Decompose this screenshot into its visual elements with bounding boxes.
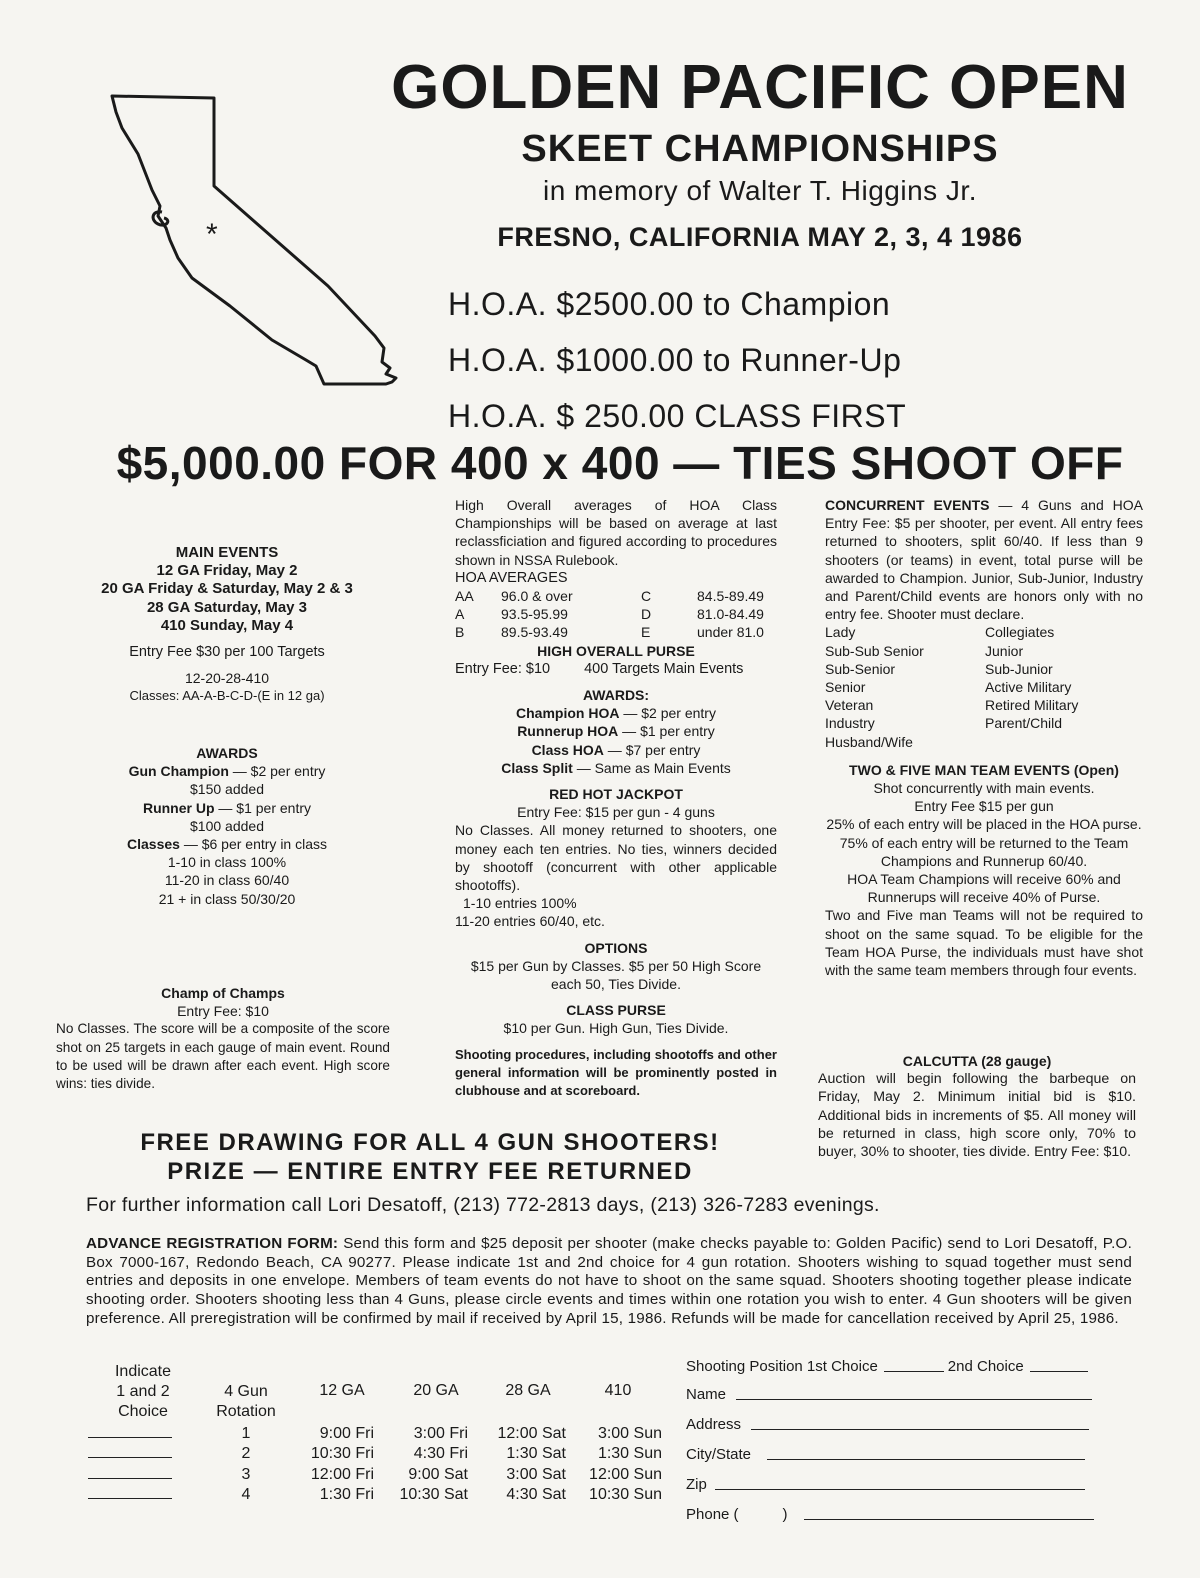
event-20ga: 20 GA Friday & Saturday, May 2 & 3 <box>101 580 353 598</box>
procedures-note: Shooting procedures, including shootoffs and other general information will be prominently posted in clubhouse and at scoreboard. <box>455 1046 777 1099</box>
avg-range: 81.0-84.49 <box>697 606 764 623</box>
team-line-2: Entry Fee $15 per gun <box>914 798 1054 815</box>
middle-column <box>455 496 777 1100</box>
options-heading: OPTIONS <box>584 939 648 956</box>
award-value: — Same as Main Events <box>572 759 731 776</box>
champ-heading: Champ of Champs <box>161 985 285 1001</box>
champ-of-champs-section <box>56 984 390 1093</box>
registration-body: Send this form and $25 deposit per shooter (make checks payable to: Golden Pacific) send to Lori Desatoff, P.O. Box 7000-167, Redondo Beach, CA 90277. Please indicate 1st and 2nd choice for 4 gun rotation. Shooters wishing to squad together must send entries and deposits in one envelope. Members of team events do not have to shoot on the same squad. Shooters shooting together please indicate shooting order. Shooters shooting less than 4 Guns, please circle events and times within one rotation you wish to enter. 4 Gun shooters will be given preference. All preregistration will be confirmed by mail if received by April 15, 1986. Refunds will be made for cancellation received by April 25, 1986. <box>86 1235 1132 1327</box>
category: Lady <box>825 624 856 641</box>
avg-class: E <box>641 624 651 641</box>
category: Sub-Sub Senior <box>825 642 924 659</box>
table-row <box>88 1422 662 1443</box>
time-cell: 9:00 Fri <box>319 1424 374 1442</box>
california-map-icon <box>100 88 400 393</box>
champ-fee: Entry Fee: $10 <box>177 1003 269 1020</box>
avg-class: A <box>455 606 465 623</box>
rotation-cell: 1 <box>241 1424 251 1442</box>
time-cell: 1:30 Fri <box>319 1486 374 1503</box>
team-line-3: 25% of each entry will be placed in the HOA purse. <box>826 816 1142 833</box>
header-rotation: 4 Gun Rotation <box>216 1383 276 1420</box>
avg-class: D <box>641 606 652 623</box>
address-field[interactable] <box>751 1428 1089 1430</box>
category: Retired Military <box>985 697 1079 714</box>
contact-info: For further information call Lori Desatoff, (213) 772-2813 days, (213) 326-7283 evenings. <box>86 1194 880 1216</box>
time-cell: 3:00 Sat <box>506 1465 566 1483</box>
name-field[interactable] <box>736 1398 1092 1400</box>
jackpot-heading: RED HOT JACKPOT <box>549 786 683 803</box>
free-drawing <box>80 1128 780 1186</box>
rotation-schedule <box>88 1362 662 1504</box>
runner-up-value: — $1 per entry <box>214 799 312 816</box>
mid-awards-heading: AWARDS: <box>582 687 650 704</box>
jackpot-fee: Entry Fee: $15 per gun - 4 guns <box>517 804 715 821</box>
main-events-section <box>68 544 386 706</box>
award-label: Champion HOA <box>516 705 620 722</box>
avg-range: 93.5-95.99 <box>501 606 568 623</box>
averages-row-1 <box>455 587 777 605</box>
purse-fee-left: Entry Fee: $10 <box>455 660 551 677</box>
classes-line: Classes: AA-A-B-C-D-(E in 12 ga) <box>129 688 325 704</box>
classes-value: — $6 per entry in class <box>179 836 327 853</box>
award-label: Class Split <box>501 759 573 776</box>
class-split-1: 1-10 in class 100% <box>167 854 287 871</box>
address-row <box>686 1416 1089 1433</box>
table-row <box>88 1484 662 1505</box>
options-text: $15 per Gun by Classes. $5 per 50 High Score each 50, Ties Divide. <box>470 957 762 993</box>
event-410: 410 Sunday, May 4 <box>160 616 294 634</box>
class-split-2: 11-20 in class 60/40 <box>164 872 290 889</box>
avg-range: 84.5-89.49 <box>697 588 764 605</box>
category: Husband/Wife <box>825 733 913 750</box>
jackpot-text: No Classes. All money returned to shooters, one money each ten entries. No ties, winners decided by shootoff (concurrent with other applicable shootoffs). <box>455 822 777 894</box>
table-row <box>88 1463 662 1484</box>
hoa-class-first: H.O.A. $ 250.00 CLASS FIRST <box>448 398 907 434</box>
team-heading: TWO & FIVE MAN TEAM EVENTS (Open) <box>849 761 1119 778</box>
avg-range: under 81.0 <box>697 624 764 641</box>
class-purse-heading: CLASS PURSE <box>566 1002 666 1019</box>
memorial-line: in memory of Walter T. Higgins Jr. <box>542 175 977 206</box>
gun-champion-label: Gun Champion <box>128 763 229 780</box>
fresno-marker: * <box>206 218 218 251</box>
class-split-3: 21 + in class 50/30/20 <box>158 890 296 907</box>
phone-field[interactable] <box>804 1518 1094 1520</box>
awards-section <box>68 744 386 908</box>
hoa-runner-up: H.O.A. $1000.00 to Runner-Up <box>448 342 902 378</box>
main-entry-fee: Entry Fee $30 per 100 Targets <box>129 644 325 661</box>
time-cell: 12:00 Sat <box>497 1424 566 1442</box>
averages-heading: HOA AVERAGES <box>455 569 568 586</box>
concurrent-heading: CONCURRENT EVENTS <box>825 497 990 513</box>
free-drawing-line-2: PRIZE — ENTIRE ENTRY FEE RETURNED <box>167 1158 693 1185</box>
second-choice-label: 2nd Choice <box>947 1358 1024 1375</box>
category: Sub-Junior <box>985 660 1053 677</box>
event-12ga: 12 GA Friday, May 2 <box>156 562 298 580</box>
choice-blank[interactable] <box>88 1484 198 1505</box>
category: Sub-Senior <box>825 660 896 677</box>
table-row <box>88 1443 662 1464</box>
avg-range: 89.5-93.49 <box>501 624 568 641</box>
runner-up-label: Runner Up <box>142 799 215 816</box>
city-state-row <box>686 1446 1085 1463</box>
category: Industry <box>825 715 875 732</box>
category: Parent/Child <box>985 715 1063 732</box>
time-cell: 10:30 Fri <box>310 1445 374 1462</box>
avg-class: B <box>455 624 465 641</box>
time-cell: 9:00 Sat <box>408 1465 468 1483</box>
phone-label: Phone ( <box>686 1506 739 1523</box>
time-cell: 10:30 Sat <box>399 1486 468 1503</box>
time-cell: 3:00 Sun <box>597 1424 662 1442</box>
class-purse-text: $10 per Gun. High Gun, Ties Divide. <box>503 1020 729 1037</box>
registration-label: ADVANCE REGISTRATION FORM: <box>86 1235 339 1252</box>
team-line-4: 75% of each entry will be returned to the Team Champions and Runnerup 60/40. <box>839 834 1129 869</box>
location-date: FRESNO, CALIFORNIA MAY 2, 3, 4 1986 <box>497 222 1023 252</box>
header-410: 410 <box>604 1382 632 1399</box>
phone-row <box>686 1506 1094 1523</box>
purse-heading: HIGH OVERALL PURSE <box>537 642 695 659</box>
team-line-1: Shot concurrently with main events. <box>873 780 1095 797</box>
city-label: City/State <box>686 1446 752 1463</box>
jackpot-split-1: 1-10 entries 100% <box>463 895 577 912</box>
right-column <box>825 496 1143 979</box>
purse-fee <box>455 660 777 678</box>
category: Veteran <box>825 697 874 714</box>
award-value: — $2 per entry <box>619 705 716 722</box>
classes-label: Classes <box>127 836 180 853</box>
phone-close: ) <box>782 1506 788 1523</box>
time-cell: 10:30 Sun <box>589 1486 662 1503</box>
award-label: Class HOA <box>531 741 604 758</box>
avg-class: AA <box>455 588 474 605</box>
gun-champion-value: — $2 per entry <box>228 763 326 780</box>
second-choice-field[interactable] <box>1030 1370 1088 1372</box>
gauges: 12-20-28-410 <box>184 670 270 687</box>
hoa-intro: High Overall averages of HOA Class Championships will be based on average at last reclassficiation and figured according to procedures shown in NSSA Rulebook. <box>455 497 777 568</box>
header-choice: Indicate 1 and 2 Choice <box>114 1363 172 1420</box>
zip-field[interactable] <box>715 1488 1085 1490</box>
runner-up-added: $100 added <box>190 817 264 834</box>
name-row <box>686 1386 1092 1403</box>
jackpot-split-2: 11-20 entries 60/40, etc. <box>455 913 605 930</box>
time-cell: 1:30 Sat <box>506 1445 566 1462</box>
category: Active Military <box>985 679 1072 696</box>
rotation-cell: 2 <box>241 1445 251 1462</box>
page-subtitle: SKEET CHAMPIONSHIPS <box>521 128 999 170</box>
event-28ga: 28 GA Saturday, May 3 <box>146 598 308 616</box>
team-line-6: Two and Five man Teams will not be required to shoot on the same squad. To be eligible for the Team HOA Purse, the individuals must have shot with the same team members through four events. <box>825 907 1143 979</box>
calcutta-heading: CALCUTTA (28 gauge) <box>902 1053 1052 1069</box>
award-value: — $1 per entry <box>618 723 715 740</box>
zip-label: Zip <box>686 1476 707 1493</box>
time-cell: 1:30 Sun <box>597 1445 662 1462</box>
hoa-champion: H.O.A. $2500.00 to Champion <box>448 286 891 322</box>
city-field[interactable] <box>767 1458 1085 1460</box>
shooting-position-row <box>686 1358 1088 1375</box>
time-cell: 12:00 Fri <box>310 1465 374 1483</box>
rotation-cell: 4 <box>241 1486 251 1503</box>
calcutta-section <box>818 1052 1136 1161</box>
avg-class: C <box>641 588 652 605</box>
choice-blank[interactable] <box>88 1463 198 1484</box>
team-line-5: HOA Team Champions will receive 60% and Runnerups will receive 40% of Purse. <box>847 871 1121 906</box>
time-cell: 4:30 Fri <box>413 1445 468 1462</box>
time-cell: 12:00 Sun <box>589 1465 662 1483</box>
avg-range: 96.0 & over <box>501 588 573 605</box>
position-label: Shooting Position 1st Choice <box>686 1358 878 1375</box>
time-cell: 4:30 Sat <box>506 1486 566 1503</box>
header-20ga: 20 GA <box>413 1382 459 1399</box>
concurrent-text: — 4 Guns and HOA Entry Fee: $5 per shooter, per event. All entry fees returned to shooters, split 60/40. If less than 9 shooters (or teams) in event, total purse will be awarded to Champion. Junior, Sub-Junior, Industry and Parent/Child events are honors only with no entry fee. Shooter must declare. <box>825 497 1143 623</box>
awards-heading: AWARDS <box>196 745 258 761</box>
registration-text <box>86 1235 1132 1329</box>
address-label: Address <box>686 1416 742 1433</box>
categories-grid <box>825 623 1143 750</box>
purse-fee-right: 400 Targets Main Events <box>584 660 744 677</box>
prize-banner: $5,000.00 FOR 400 x 400 — TIES SHOOT OFF <box>116 437 1124 489</box>
calcutta-text: Auction will begin following the barbeque on Friday, May 2. Minimum initial bid is $10. Additional bids in increments of $5. All money will be returned in class, high score only, 70% to buyer, 30% to shooter, ties divide. Entry Fee: $10. <box>818 1071 1136 1161</box>
category: Junior <box>985 642 1024 659</box>
free-drawing-line-1: FREE DRAWING FOR ALL 4 GUN SHOOTERS! <box>140 1129 720 1156</box>
averages-row-2 <box>455 605 777 623</box>
averages-row-3 <box>455 623 777 641</box>
page-title: GOLDEN PACIFIC OPEN <box>391 53 1129 122</box>
gun-champion-added: $150 added <box>190 781 264 798</box>
zip-row <box>686 1476 1085 1493</box>
choice-blank[interactable] <box>88 1422 198 1443</box>
category: Senior <box>825 679 866 696</box>
name-label: Name <box>686 1386 727 1403</box>
rotation-cell: 3 <box>241 1465 251 1483</box>
choice-blank[interactable] <box>88 1443 198 1464</box>
champ-text: No Classes. The score will be a composite of the score shot on 25 targets in each gauge of main event. Round to be used will be drawn after each event. High score wins: ties divide. <box>56 1021 390 1092</box>
main-events-heading: MAIN EVENTS <box>175 544 279 561</box>
first-choice-field[interactable] <box>884 1370 944 1372</box>
category: Collegiates <box>985 624 1055 641</box>
time-cell: 3:00 Fri <box>413 1424 468 1442</box>
award-value: — $7 per entry <box>603 741 701 758</box>
header-12ga: 12 GA <box>319 1382 365 1399</box>
header-28ga: 28 GA <box>505 1382 551 1399</box>
award-label: Runnerup HOA <box>517 723 619 740</box>
